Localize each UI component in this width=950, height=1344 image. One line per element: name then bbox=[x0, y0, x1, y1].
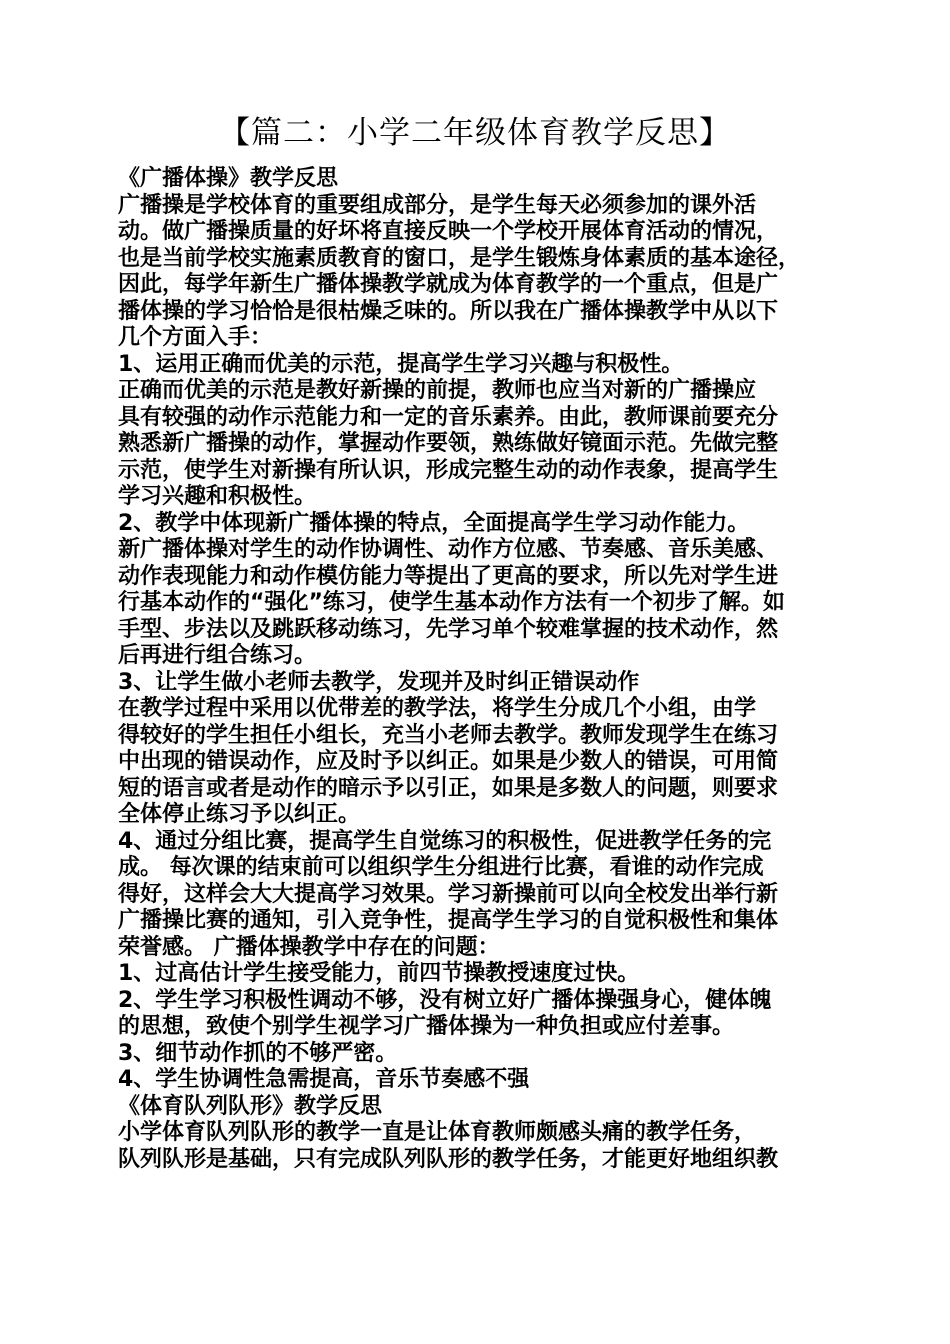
text-line: 正确而优美的示范是教好新操的前提，教师也应当对新的广播操应 bbox=[118, 378, 757, 403]
text-line: 《体育队列队形》教学反思 bbox=[118, 1093, 383, 1119]
text-line: 2、教学中体现新广播体操的特点，全面提高学生学习动作能力。 bbox=[118, 510, 750, 536]
text-line: 熟悉新广播操的动作，掌握动作要领，熟练做好镜面示范。先做完整 bbox=[118, 431, 779, 456]
text-line: 也是当前学校实施素质教育的窗口，是学生锻炼身体素质的基本途径， bbox=[118, 245, 801, 271]
text-line: 中出现的错误动作，应及时予以纠正。如果是少数人的错误，可用简 bbox=[118, 749, 779, 774]
text-line: 几个方面入手： bbox=[118, 325, 273, 350]
document-title: 【篇二：小学二年级体育教学反思】 bbox=[219, 115, 731, 151]
text-line: 因此，每学年新生广播体操教学就成为体育教学的一个重点，但是广 bbox=[118, 272, 779, 297]
text-line: 2、学生学习积极性调动不够，没有树立好广播体操强身心，健体魄 bbox=[118, 987, 772, 1013]
text-line: 4、通过分组比赛，提高学生自觉练习的积极性，促进教学任务的完 bbox=[118, 828, 772, 854]
text-line: 具有较强的动作示范能力和一定的音乐素养。由此，教师课前要充分 bbox=[118, 404, 779, 430]
text-line: 新广播体操对学生的动作协调性、动作方位感、节奏感、音乐美感、 bbox=[118, 537, 779, 562]
text-line: 得好，这样会大大提高学习效果。学习新操前可以向全校发出举行新 bbox=[118, 881, 779, 907]
text-line: 后再进行组合练习。 bbox=[118, 643, 317, 668]
text-line: 学习兴趣和积极性。 bbox=[118, 484, 317, 509]
text-line: 播体操的学习恰恰是很枯燥乏味的。所以我在广播体操教学中从以下 bbox=[118, 298, 779, 324]
text-line: 得较好的学生担任小组长，充当小老师去教学。教师发现学生在练习 bbox=[118, 722, 779, 748]
text-line: 1、过高估计学生接受能力，前四节操教授速度过快。 bbox=[118, 961, 640, 986]
text-line: 在教学过程中采用以优带差的教学法，将学生分成几个小组，由学 bbox=[118, 696, 757, 721]
text-line: 广播操是学校体育的重要组成部分，是学生每天必须参加的课外活 bbox=[118, 192, 757, 218]
text-line: 荣誉感。 广播体操教学中存在的问题： bbox=[118, 934, 500, 960]
text-line: 行基本动作的“强化”练习，使学生基本动作方法有一个初步了解。如 bbox=[118, 590, 785, 615]
text-line: 全体停止练习予以纠正。 bbox=[118, 802, 361, 827]
text-line: 的思想，致使个别学生视学习广播体操为一种负担或应付差事。 bbox=[118, 1014, 735, 1039]
text-line: 动作表现能力和动作模仿能力等提出了更高的要求，所以先对学生进 bbox=[118, 563, 779, 589]
text-line: 短的语言或者是动作的暗示予以引正，如果是多数人的问题，则要求 bbox=[118, 775, 779, 801]
text-line: 示范，使学生对新操有所认识，形成完整生动的动作表象，提高学生 bbox=[118, 457, 779, 483]
text-line: 动。做广播操质量的好坏将直接反映一个学校开展体育活动的情况， bbox=[118, 219, 779, 244]
text-line: 手型、步法以及跳跃移动练习，先学习单个较难掌握的技术动作，然 bbox=[118, 616, 779, 642]
text-line: 小学体育队列队形的教学一直是让体育教师颇感头痛的教学任务， bbox=[118, 1120, 757, 1145]
text-line: 成。 每次课的结束前可以组织学生分组进行比赛，看谁的动作完成 bbox=[118, 855, 764, 880]
text-line: 队列队形是基础，只有完成队列队形的教学任务，才能更好地组织教 bbox=[118, 1146, 779, 1172]
text-line: 广播操比赛的通知，引入竞争性，提高学生学习的自觉积极性和集体 bbox=[118, 908, 779, 933]
text-line: 3、让学生做小老师去教学，发现并及时纠正错误动作 bbox=[118, 669, 640, 695]
text-line: 《广播体操》教学反思 bbox=[118, 166, 339, 191]
text-line: 1、运用正确而优美的示范，提高学生学习兴趣与积极性。 bbox=[118, 351, 684, 377]
text-line: 3、细节动作抓的不够严密。 bbox=[118, 1040, 398, 1066]
text-line: 4、学生协调性急需提高，音乐节奏感不强 bbox=[118, 1067, 530, 1092]
document-body bbox=[118, 166, 848, 1173]
